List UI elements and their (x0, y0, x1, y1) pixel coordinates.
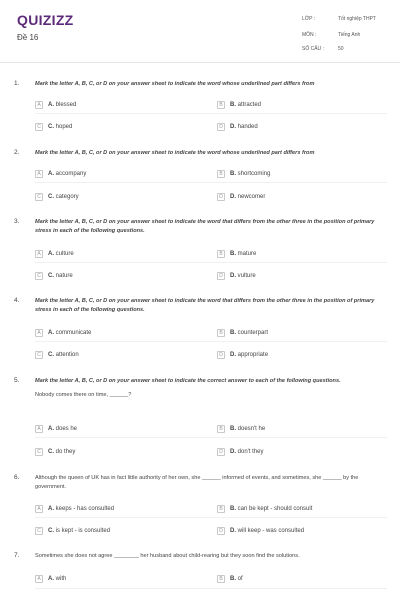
option-d[interactable] (217, 446, 264, 457)
option-divider (35, 113, 387, 114)
question-number: 7. (14, 552, 20, 559)
option-letter-box: A (35, 101, 43, 109)
option-letter-box: C (35, 527, 43, 535)
quizizz-logo: QUIZIZZ (17, 12, 74, 28)
option-label: D. (230, 351, 236, 358)
option-text: newcomer (237, 193, 266, 200)
option-letter-box: A (35, 575, 43, 583)
option-divider (35, 517, 387, 518)
option-a[interactable] (35, 168, 86, 179)
option-label: D. (230, 527, 236, 534)
option-label: A. (48, 250, 54, 257)
option-label: C. (48, 123, 54, 130)
option-text: appropriate (237, 351, 269, 358)
option-letter-box: B (217, 250, 225, 258)
option-text: communicate (55, 329, 92, 336)
header-divider (0, 62, 400, 63)
option-label: C. (48, 193, 54, 200)
option-label: A. (48, 170, 54, 177)
option-text: doesn't he (237, 425, 266, 432)
option-letter-box: C (35, 351, 43, 359)
option-d[interactable] (217, 191, 265, 202)
option-label: B. (230, 329, 236, 336)
option-label: A. (48, 505, 54, 512)
question-text: Mark the letter A, B, C, or D on your answer sheet to indicate the word that differs from the other three in the position of primary stress in each of the following questions. (35, 298, 375, 313)
option-label: B. (230, 250, 236, 257)
option-label: B. (230, 505, 236, 512)
option-letter-box: B (217, 101, 225, 109)
option-label: C. (48, 527, 54, 534)
option-label: B. (230, 425, 236, 432)
option-text: blessed (55, 101, 77, 108)
option-d[interactable] (217, 349, 268, 360)
option-d[interactable] (217, 121, 258, 132)
option-text: vulture (237, 272, 256, 279)
option-a[interactable] (35, 327, 91, 338)
option-letter-box: D (217, 527, 225, 535)
option-divider (35, 262, 387, 263)
option-divider (35, 182, 387, 183)
option-letter-box: C (35, 193, 43, 201)
option-letter-box: D (217, 272, 225, 280)
question-text: Mark the letter A, B, C, or D on your answer sheet to indicate the correct answer to each of the following questions. (35, 378, 341, 384)
option-letter-box: B (217, 170, 225, 178)
option-text: hoped (55, 123, 73, 130)
option-label: D. (230, 272, 236, 279)
option-divider (35, 437, 387, 438)
option-b[interactable] (217, 168, 270, 179)
option-label: C. (48, 272, 54, 279)
option-text: culture (55, 250, 74, 257)
option-letter-box: D (217, 123, 225, 131)
option-letter-box: A (35, 170, 43, 178)
class-value: Tốt nghiệp THPT (338, 16, 376, 22)
option-text: nature (55, 272, 73, 279)
option-c[interactable] (35, 121, 72, 132)
option-text: attention (55, 351, 79, 358)
option-label: A. (48, 329, 54, 336)
option-letter-box: B (217, 425, 225, 433)
question-number: 3. (14, 218, 20, 225)
question-number: 1. (14, 80, 20, 87)
option-text: can be kept - should consult (237, 505, 313, 512)
option-b[interactable] (217, 573, 243, 584)
question-text: Mark the letter A, B, C, or D on your answer sheet to indicate the word that differs from the other three in the position of primary stress in each of the following questions. (35, 219, 375, 234)
option-text: with (55, 575, 67, 582)
option-label: A. (48, 575, 54, 582)
class-label: LỚP : (302, 16, 316, 22)
option-text: keeps - has consulted (55, 505, 115, 512)
option-letter-box: D (217, 193, 225, 201)
question-number: 4. (14, 297, 20, 304)
option-a[interactable] (35, 423, 77, 434)
option-letter-box: D (217, 448, 225, 456)
option-label: D. (230, 123, 236, 130)
option-label: B. (230, 101, 236, 108)
option-letter-box: A (35, 425, 43, 433)
count-label: SỐ CÂU : (302, 46, 324, 52)
question-text: Sometimes she does not agree ________ her husband about child-rearing but they soon find the solutions. (35, 553, 300, 559)
question-number: 5. (14, 377, 20, 384)
option-label: C. (48, 448, 54, 455)
option-text: will keep - was consulted (237, 527, 305, 534)
option-letter-box: D (217, 351, 225, 359)
option-letter-box: A (35, 329, 43, 337)
option-b[interactable] (217, 327, 268, 338)
option-label: A. (48, 425, 54, 432)
option-c[interactable] (35, 349, 79, 360)
option-c[interactable] (35, 525, 110, 536)
question-text: Mark the letter A, B, C, or D on your answer sheet to indicate the word whose underlined part differs from (35, 81, 315, 87)
option-label: B. (230, 170, 236, 177)
option-label: A. (48, 101, 54, 108)
option-letter-box: C (35, 272, 43, 280)
page-title: Đề 16 (17, 33, 39, 42)
option-label: D. (230, 193, 236, 200)
option-a[interactable] (35, 248, 74, 259)
question-number: 2. (14, 149, 20, 156)
option-c[interactable] (35, 191, 79, 202)
option-letter-box: C (35, 123, 43, 131)
option-d[interactable] (217, 525, 304, 536)
question-text: Although the queen of UK has in fact little authority of her own, she ______ informed of events, and sometimes, she ______ by the government. (35, 475, 359, 490)
option-label: C. (48, 351, 54, 358)
option-text: don't they (237, 448, 264, 455)
option-c[interactable] (35, 270, 73, 281)
option-letter-box: A (35, 250, 43, 258)
option-text: is kept - is consulted (55, 527, 111, 534)
question-text: Mark the letter A, B, C, or D on your answer sheet to indicate the word whose underlined part differs from (35, 150, 315, 156)
count-value: 50 (338, 46, 344, 52)
option-b[interactable] (217, 99, 261, 110)
option-letter-box: B (217, 575, 225, 583)
option-label: B. (230, 575, 236, 582)
subject-label: MÔN : (302, 32, 317, 38)
option-letter-box: A (35, 505, 43, 513)
option-text: accompany (55, 170, 87, 177)
subject-value: Tiếng Anh (338, 32, 361, 38)
option-label: D. (230, 448, 236, 455)
option-text: shortcoming (237, 170, 271, 177)
question-prompt: Nobody comes there on time, ______? (35, 392, 132, 398)
question-number: 6. (14, 474, 20, 481)
option-a[interactable] (35, 99, 76, 110)
option-a[interactable] (35, 573, 66, 584)
option-divider (35, 588, 387, 589)
option-letter-box: B (217, 329, 225, 337)
option-text: mature (237, 250, 257, 257)
option-text: do they (55, 448, 76, 455)
option-c[interactable] (35, 446, 75, 457)
option-text: attracted (237, 101, 262, 108)
option-b[interactable] (217, 423, 265, 434)
option-d[interactable] (217, 270, 256, 281)
option-letter-box: C (35, 448, 43, 456)
option-text: counterpart (237, 329, 269, 336)
question-body (35, 377, 387, 400)
option-text: handed (237, 123, 258, 130)
option-text: does he (55, 425, 78, 432)
option-divider (35, 341, 387, 342)
option-a[interactable] (35, 503, 114, 514)
option-b[interactable] (217, 503, 312, 514)
option-text: category (55, 193, 79, 200)
option-b[interactable] (217, 248, 256, 259)
option-text: of (237, 575, 243, 582)
option-letter-box: B (217, 505, 225, 513)
